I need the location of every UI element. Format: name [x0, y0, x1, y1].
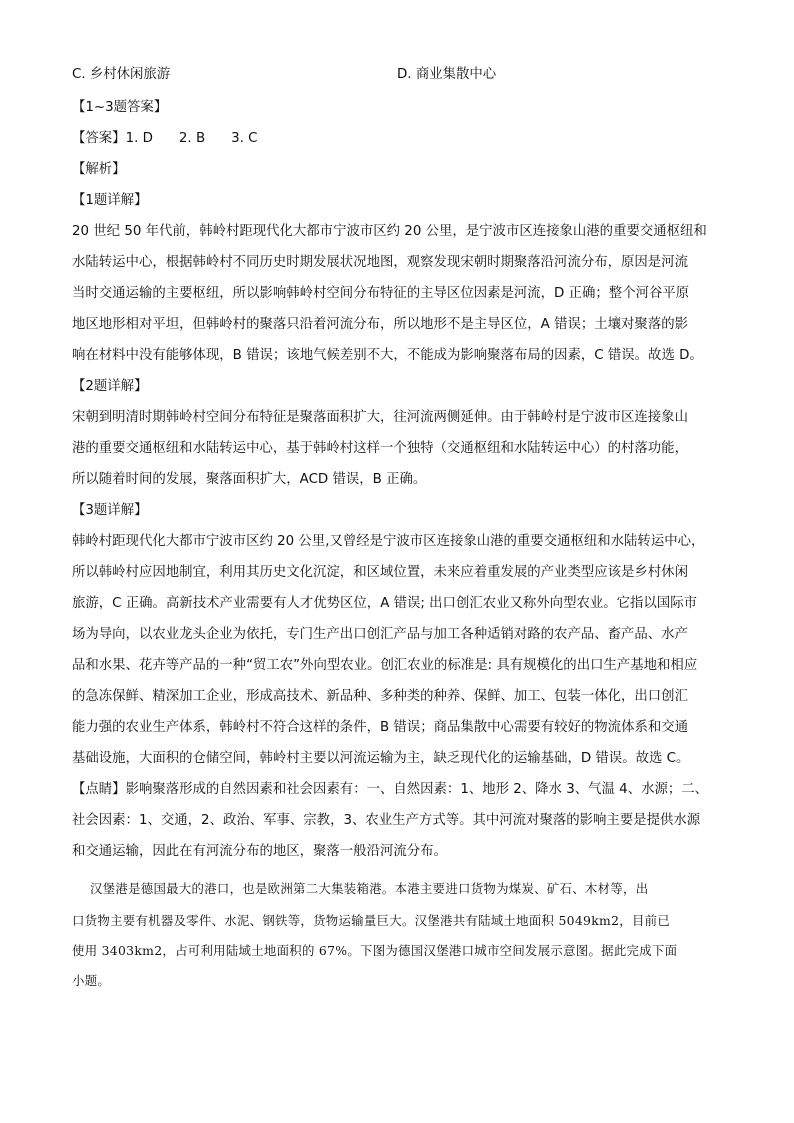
answer-label: 【答案】	[72, 131, 126, 146]
q2-paragraph-line: 所以随着时间的发展，聚落面积扩大，ACD 错误，B 正确。	[72, 472, 427, 487]
q2-paragraph-line: 宋朝到明清时期韩岭村空间分布特征是聚落面积扩大，往河流两侧延伸。由于韩岭村是宁波市区连接象山	[72, 410, 688, 425]
q3-paragraph-line: 的急冻保鲜、精深加工企业，形成高技术、新品种、多种类的种养、保鲜、加工、包装一体化，出口创汇	[72, 689, 688, 704]
q1-detail-header: 【1题详解】	[72, 193, 148, 208]
q1-paragraph-line: 响在材料中没有能够体现，B 错误；该地气候差别不大，不能成为影响聚落布局的因素，C 错误。故选 D。	[72, 348, 703, 363]
material-paragraph-line: 汉堡港是德国最大的港口，也是欧洲第二大集装箱港。本港主要进口货物为煤炭、矿石、木材等，出	[90, 881, 649, 896]
q1-paragraph-line: 20 世纪 50 年代前，韩岭村距现代化大都市宁波市区约 20 公里，是宁波市区连接象山港的重要交通枢纽和	[72, 224, 707, 239]
answer-1: 1. D	[125, 131, 153, 146]
tip-label: 【点睛】	[72, 782, 126, 797]
q3-paragraph-line: 旅游，C 正确。高新技术产业需要有人才优势区位，A 错误; 出口创汇农业又称外向型农业。它指以国际市	[72, 596, 697, 611]
q1-paragraph-line: 当时交通运输的主要枢纽，所以影响韩岭村空间分布特征的主导区位因素是河流，D 正确；整个河谷平原	[72, 286, 690, 301]
q3-paragraph-line: 场为导向，以农业龙头企业为依托，专门生产出口创汇产品与加工各种适销对路的农产品、畜产品、水产	[72, 627, 688, 642]
answer-line	[72, 130, 732, 148]
material-paragraph-line: 小题。	[72, 973, 111, 988]
q3-detail-header: 【3题详解】	[72, 503, 148, 518]
q2-paragraph-line: 港的重要交通枢纽和水陆转运中心，基于韩岭村这样一个独特（交通枢纽和水陆转运中心）的村落功能，	[72, 441, 688, 456]
tip-paragraph-line: 社会因素：1、交通，2、政治、军事、宗教，3、农业生产方式等。其中河流对聚落的影响主要是提供水源	[72, 813, 701, 828]
material-paragraph-line: 口货物主要有机器及零件、水泥、钢铁等，货物运输量巨大。汉堡港共有陆域土地面积 5049km2，目前已	[72, 913, 671, 928]
tip-paragraph-line: 和交通运输，因此在有河流分布的地区，聚落一般沿河流分布。	[72, 844, 447, 859]
q3-paragraph-line: 能力强的农业生产体系，韩岭村不符合这样的条件，B 错误；商品集散中心需要有较好的物流体系和交通	[72, 720, 689, 735]
q1-paragraph-line: 水陆转运中心，根据韩岭村不同历史时期发展状况地图，观察发现宋朝时期聚落沿河流分布，原因是河流	[72, 255, 688, 270]
option-d: D. 商业集散中心	[397, 67, 497, 82]
answer-2: 2. B	[178, 131, 206, 146]
q2-detail-header: 【2题详解】	[72, 379, 148, 394]
analysis-header: 【解析】	[72, 162, 126, 177]
answer-3: 3. C	[231, 131, 258, 146]
q3-paragraph-line: 所以韩岭村应因地制宜，利用其历史文化沉淀，和区域位置，未来应着重发展的产业类型应该是乡村休闲	[72, 565, 688, 580]
option-c: C. 乡村休闲旅游	[72, 67, 171, 82]
tip-text: 影响聚落形成的自然因素和社会因素有：一、自然因素：1、地形 2、降水 3、气温 4、水源；二、	[125, 782, 709, 797]
material-paragraph-line: 使用 3403km2，占可利用陆域土地面积的 67%。下图为德国汉堡港口城市空间发展示意图。据此完成下面	[72, 943, 678, 958]
q3-paragraph-line: 品和水果、花卉等产品的一种“贸工农”外向型农业。创汇农业的标准是: 具有规模化的出口生产基地和相应	[72, 658, 698, 673]
group-answer-header: 【1~3题答案】	[72, 100, 168, 115]
q3-paragraph-line: 韩岭村距现代化大都市宁波市区约 20 公里,又曾经是宁波市区连接象山港的重要交通枢纽和水陆转运中心，	[72, 534, 705, 549]
q1-paragraph-line: 地区地形相对平坦，但韩岭村的聚落只沿着河流分布，所以地形不是主导区位，A 错误；土壤对聚落的影	[72, 317, 688, 332]
q3-paragraph-line: 基础设施，大面积的仓储空间，韩岭村主要以河流运输为主，缺乏现代化的运输基础，D 错误。故选 C。	[72, 751, 690, 766]
tip-line	[72, 781, 732, 799]
